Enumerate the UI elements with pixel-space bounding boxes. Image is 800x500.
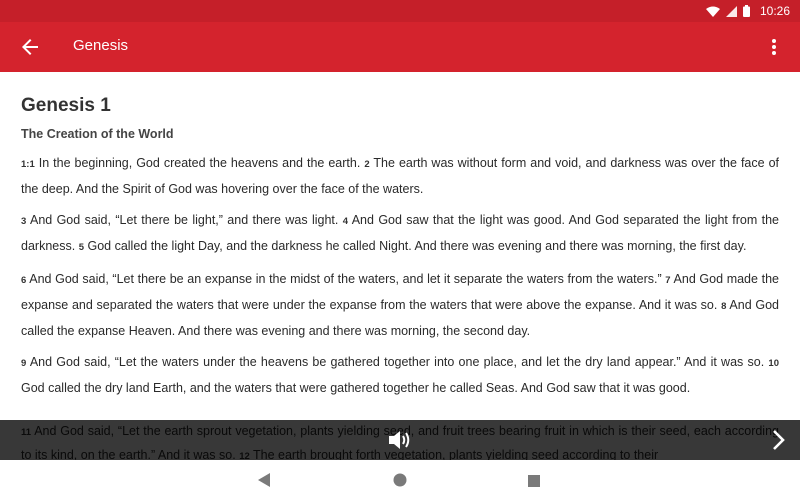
more-vert-icon [762, 35, 786, 59]
verse-text[interactable]: And God made the expanse and separated the waters that were under the expanse from the waters that were above the expanse. And it was so. [21, 272, 779, 312]
verse-paragraph [21, 350, 779, 400]
nav-home-button[interactable] [393, 473, 407, 492]
battery-icon [743, 5, 750, 17]
verse-paragraph [21, 208, 779, 260]
status-icons [706, 4, 790, 18]
more-options-button[interactable] [762, 35, 786, 59]
nav-recents-button[interactable] [528, 474, 540, 492]
nav-back-icon [257, 473, 271, 487]
verse-number: 7 [665, 275, 671, 286]
back-button[interactable] [18, 35, 42, 59]
verse-paragraph [21, 267, 779, 343]
verse-number: 8 [721, 301, 727, 312]
verse-text[interactable]: God called the light Day, and the darkness he called Night. And there was evening and there was morning, the first day. [87, 239, 747, 253]
next-chapter-button[interactable] [770, 429, 788, 451]
verse-text[interactable]: And God said, “Let there be light,” and there was light. [29, 213, 339, 227]
reading-pane[interactable] [0, 72, 800, 420]
nav-home-icon [393, 473, 407, 487]
audio-player-bar [0, 420, 800, 460]
status-time: 10:26 [759, 4, 790, 18]
wifi-icon [706, 6, 720, 17]
volume-up-icon [388, 429, 412, 451]
app-bar-title: Genesis [73, 37, 129, 54]
chapter-title: Genesis 1 [21, 95, 111, 116]
verse-text[interactable]: And God called the expanse Heaven. And there was evening and there was morning, the second day. [21, 298, 779, 338]
section-heading: The Creation of the World [21, 127, 174, 141]
verse-number: 10 [768, 358, 779, 369]
verse-number: 9 [21, 358, 27, 369]
verse-number: 6 [21, 275, 27, 286]
verse-text[interactable]: The earth was without form and void, and darkness was over the face of the deep. And the Spirit of God was hovering over the face of the waters. [21, 156, 779, 196]
verse-text[interactable]: And God said, “Let there be an expanse in the midst of the waters, and let it separate the waters from the waters.” [29, 272, 662, 286]
verse-text[interactable]: And God said, “Let the waters under the heavens be gathered together into one place, and let the dry land appear.” And it was so. [29, 355, 765, 369]
verse-text[interactable]: God called the dry land Earth, and the waters that were gathered together he called Seas. And God saw that it was good. [21, 381, 691, 395]
play-audio-button[interactable] [388, 429, 412, 451]
verse-list [21, 151, 779, 407]
verse-text[interactable]: And God saw that the light was good. And God separated the light from the darkness. [21, 213, 780, 253]
verse-paragraph [21, 151, 779, 201]
nav-recents-icon [528, 475, 540, 487]
system-navigation-bar [0, 460, 800, 500]
verse-text[interactable]: In the beginning, God created the heavens and the earth. [38, 156, 361, 170]
nav-back-button[interactable] [257, 473, 271, 492]
status-bar [0, 0, 800, 22]
arrow-back-icon [18, 35, 42, 59]
chevron-right-icon [770, 429, 788, 451]
verse-number: 3 [21, 216, 27, 227]
verse-number: 2 [364, 159, 370, 170]
signal-icon [726, 6, 737, 17]
verse-number: 1:1 [21, 159, 35, 170]
verse-number: 5 [78, 242, 84, 253]
app-bar [0, 22, 800, 72]
verse-number: 4 [342, 216, 349, 227]
